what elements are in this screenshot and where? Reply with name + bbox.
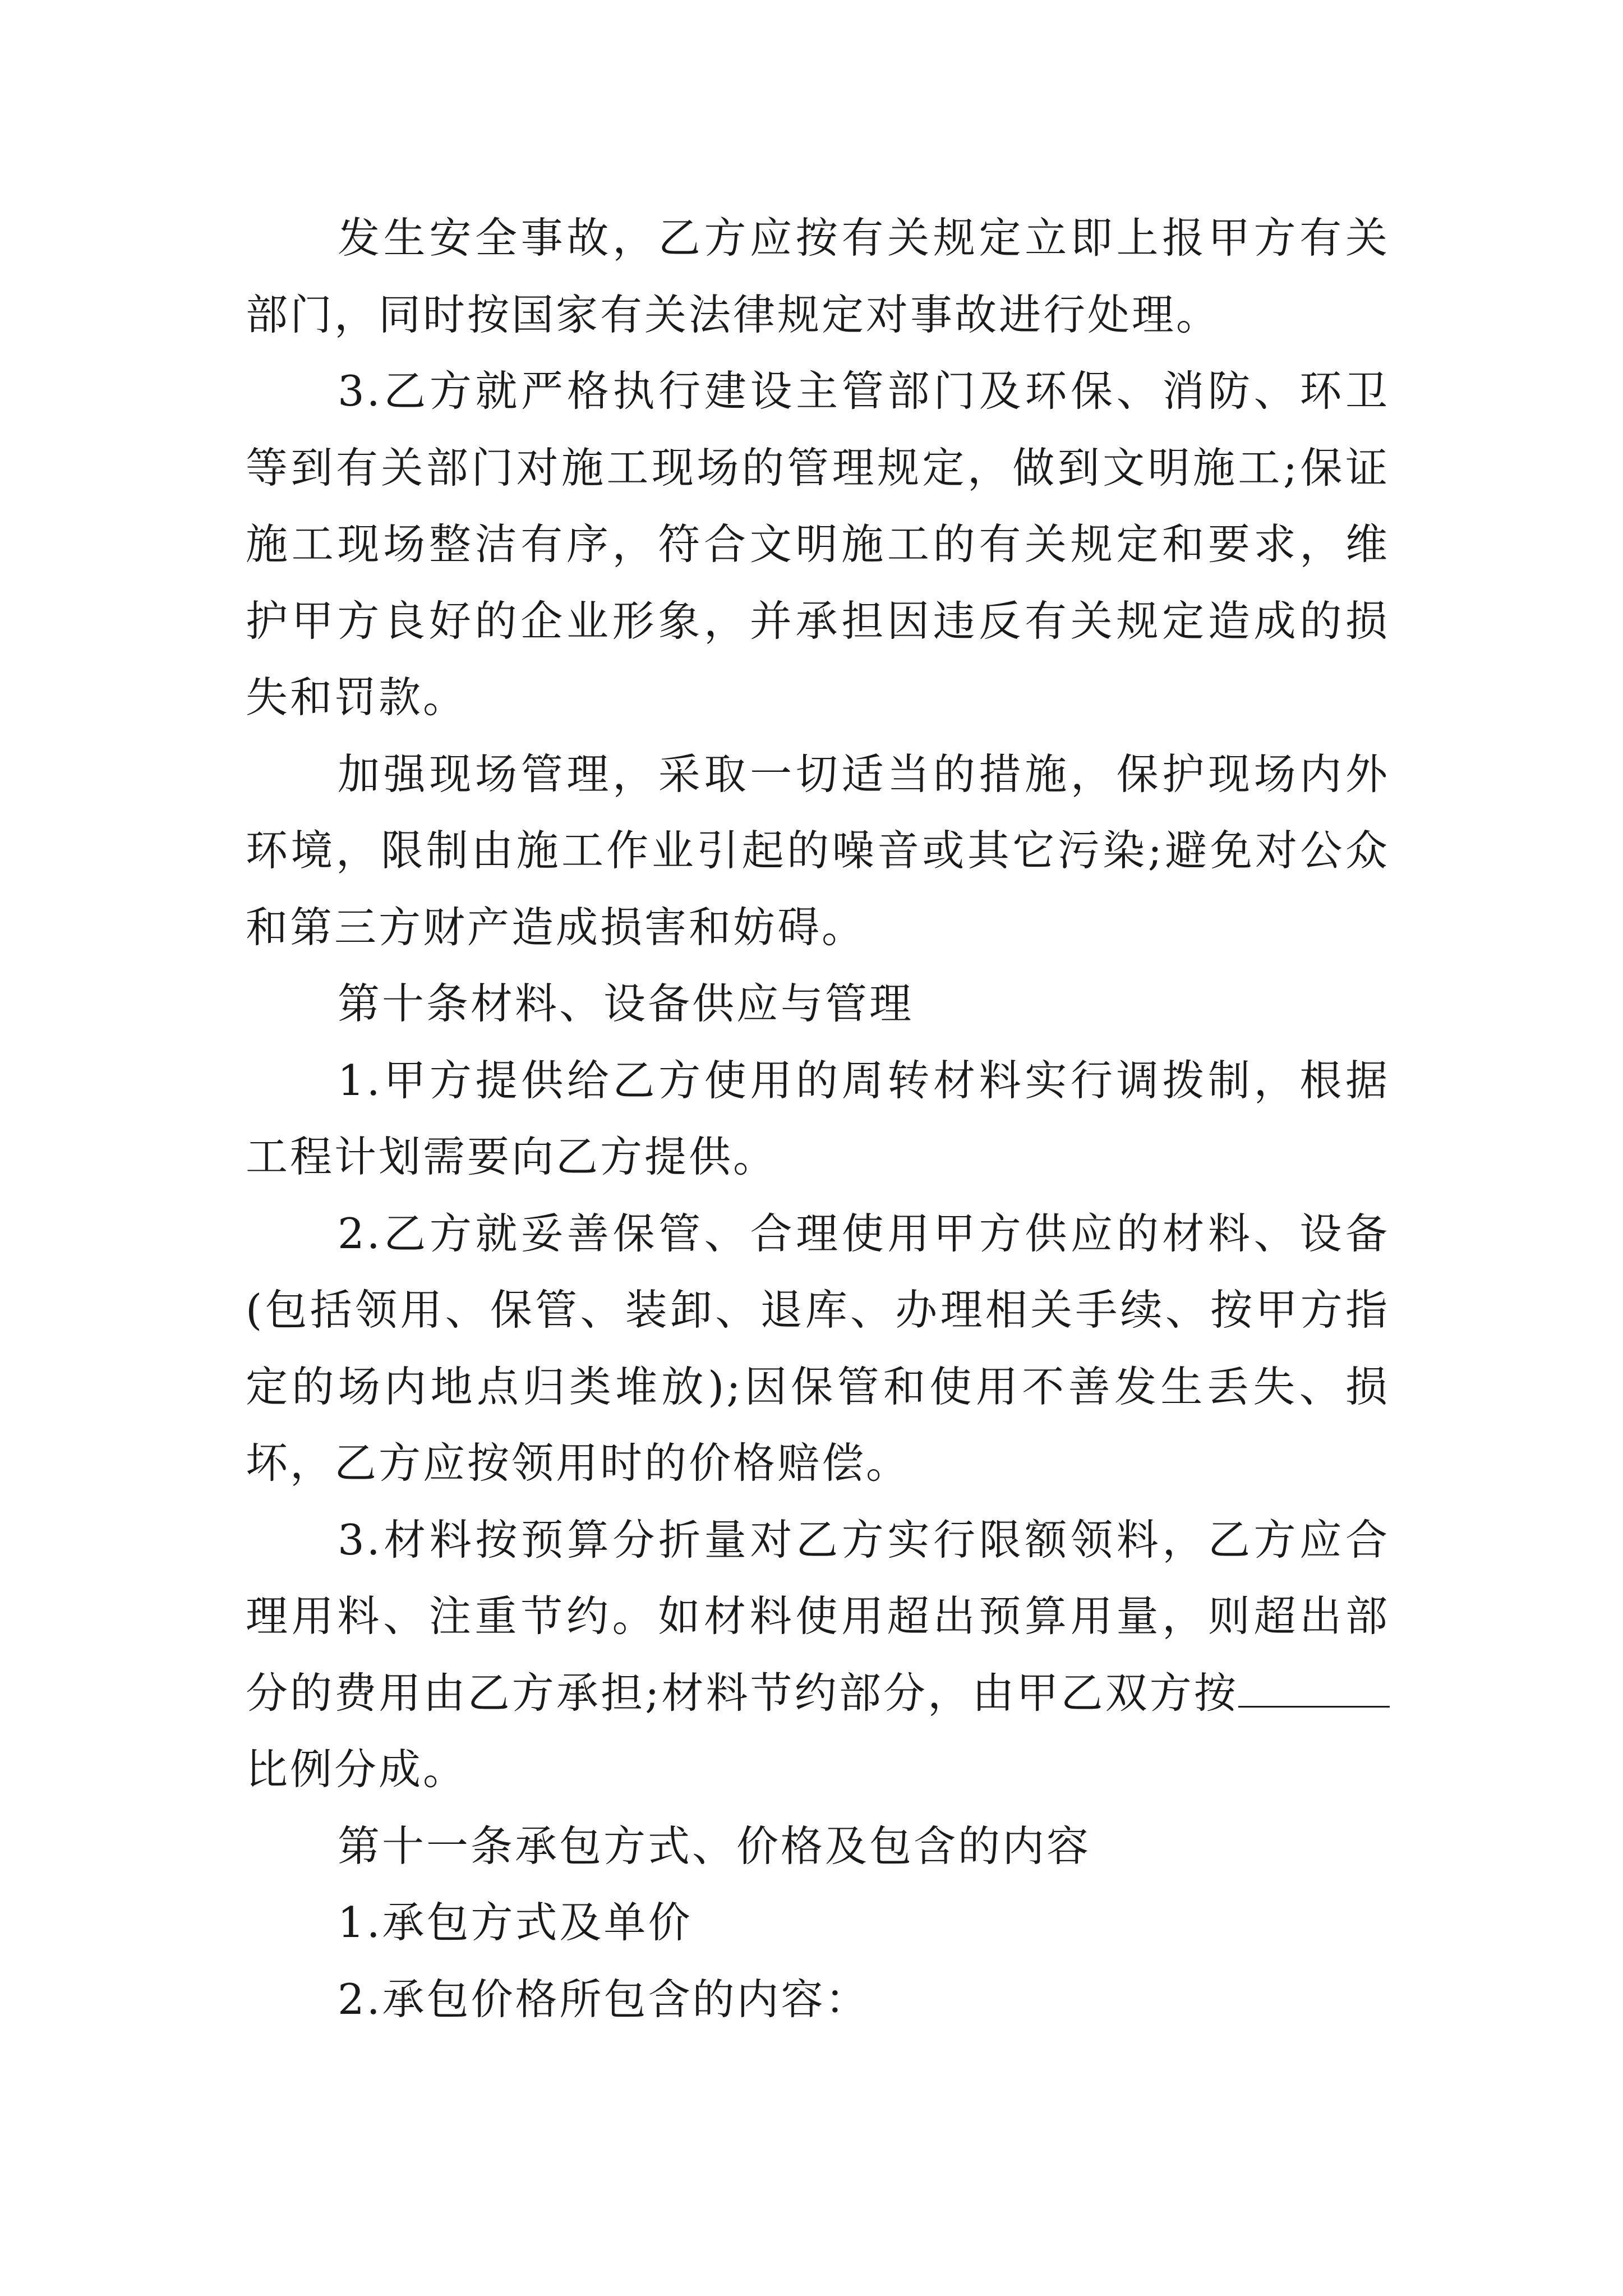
fill-in-blank: [1238, 1672, 1390, 1708]
paragraph-site-management: 加强现场管理，采取一切适当的措施，保护现场内外环境，限制由施工作业引起的噪音或其它污染;避免对公众和第三方财产造成损害和妨碍。: [246, 749, 1390, 952]
document-page: [246, 200, 1390, 2037]
article-11-heading: 第十一条承包方式、价格及包含的内容: [338, 1821, 1091, 1871]
paragraph-accident-report: 发生安全事故，乙方应按有关规定立即上报甲方有关部门，同时按国家有关法律规定对事故进行处理。: [246, 213, 1390, 339]
paragraph-10-2: 2.乙方就妥善保管、合理使用甲方供应的材料、设备(包括领用、保管、装卸、退库、办理相关手续、按甲方指定的场内地点归类堆放);因保管和使用不善发生丢失、损坏，乙方应按领用时的价格赔偿。: [246, 1208, 1390, 1488]
paragraph-10-3-text-before: 3.材料按预算分折量对乙方实行限额领料，乙方应合理用料、注重节约。如材料使用超出预算用量，则超出部分的费用由乙方承担;材料节约部分，由甲乙双方按: [246, 1515, 1390, 1718]
paragraph-10-3-text-after: 比例分成。: [246, 1745, 468, 1794]
paragraph-11-1: 1.承包方式及单价: [338, 1898, 693, 1947]
article-10-heading: 第十条材料、设备供应与管理: [338, 979, 914, 1028]
paragraph-civilized-construction: 3.乙方就严格执行建设主管部门及环保、消防、环卫等到有关部门对施工现场的管理规定，做到文明施工;保证施工现场整洁有序，符合文明施工的有关规定和要求，维护甲方良好的企业形象，并承担因违反有关规定造成的损失和罚款。: [246, 366, 1390, 722]
paragraph-10-1: 1.甲方提供给乙方使用的周转材料实行调拨制，根据工程计划需要向乙方提供。: [246, 1055, 1390, 1181]
paragraph-10-3: [246, 1502, 1390, 1808]
paragraph-11-2: 2.承包价格所包含的内容：: [338, 1974, 870, 2024]
